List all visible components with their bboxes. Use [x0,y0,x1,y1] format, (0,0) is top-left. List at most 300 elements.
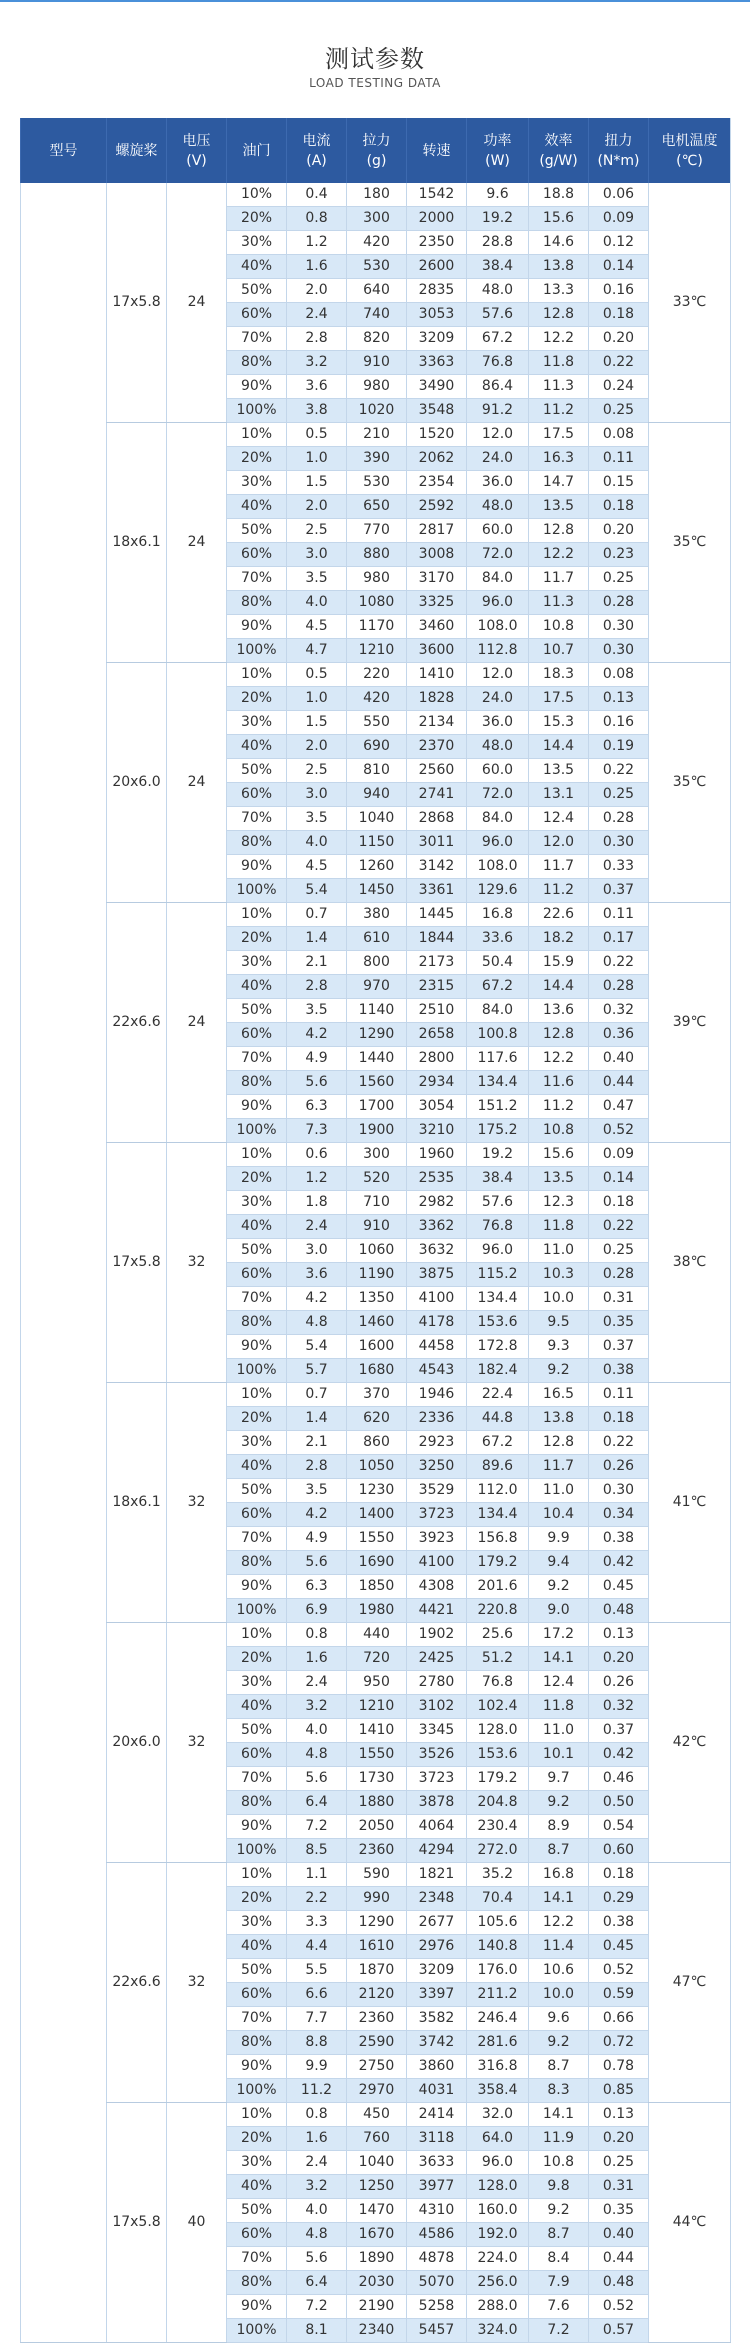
throttle-cell: 100% [227,2079,287,2103]
col-header-torque: 扭力 (N*m) [589,118,649,183]
rpm-cell: 4310 [407,2199,467,2223]
current-cell: 6.3 [287,1575,347,1599]
current-cell: 3.5 [287,999,347,1023]
efficiency-cell: 12.0 [529,831,589,855]
current-cell: 4.5 [287,615,347,639]
power-cell: 117.6 [467,1047,529,1071]
efficiency-cell: 9.4 [529,1551,589,1575]
power-cell: 256.0 [467,2271,529,2295]
torque-cell: 0.09 [589,1143,649,1167]
rpm-cell: 4458 [407,1335,467,1359]
rpm-cell: 2354 [407,471,467,495]
thrust-cell: 390 [347,447,407,471]
torque-cell: 0.37 [589,1335,649,1359]
current-cell: 0.7 [287,1383,347,1407]
current-cell: 5.6 [287,1551,347,1575]
motor-temp-cell: 39℃ [649,903,731,1143]
power-cell: 179.2 [467,1767,529,1791]
efficiency-cell: 12.2 [529,1047,589,1071]
power-cell: 358.4 [467,2079,529,2103]
thrust-cell: 2590 [347,2031,407,2055]
efficiency-cell: 17.5 [529,423,589,447]
rpm-cell: 2780 [407,1671,467,1695]
power-cell: 38.4 [467,1167,529,1191]
power-cell: 76.8 [467,1671,529,1695]
table-row [21,663,731,687]
power-cell: 35.2 [467,1863,529,1887]
throttle-cell: 90% [227,615,287,639]
thrust-cell: 980 [347,375,407,399]
torque-cell: 0.47 [589,1095,649,1119]
current-cell: 0.8 [287,1623,347,1647]
power-cell: 44.8 [467,1407,529,1431]
current-cell: 1.2 [287,1167,347,1191]
power-cell: 72.0 [467,543,529,567]
model-cell [21,183,107,2343]
thrust-cell: 420 [347,687,407,711]
power-cell: 129.6 [467,879,529,903]
current-cell: 4.8 [287,1311,347,1335]
torque-cell: 0.36 [589,1023,649,1047]
current-cell: 4.2 [287,1023,347,1047]
torque-cell: 0.66 [589,2007,649,2031]
torque-cell: 0.18 [589,495,649,519]
throttle-cell: 60% [227,2223,287,2247]
power-cell: 175.2 [467,1119,529,1143]
current-cell: 2.0 [287,735,347,759]
thrust-cell: 1250 [347,2175,407,2199]
torque-cell: 0.16 [589,711,649,735]
power-cell: 24.0 [467,447,529,471]
efficiency-cell: 15.6 [529,207,589,231]
current-cell: 2.1 [287,1431,347,1455]
efficiency-cell: 13.8 [529,1407,589,1431]
throttle-cell: 50% [227,2199,287,2223]
throttle-cell: 70% [227,807,287,831]
torque-cell: 0.18 [589,1863,649,1887]
torque-cell: 0.48 [589,2271,649,2295]
rpm-cell: 2741 [407,783,467,807]
rpm-cell: 3397 [407,1983,467,2007]
rpm-cell: 3363 [407,351,467,375]
current-cell: 2.0 [287,279,347,303]
thrust-cell: 1730 [347,1767,407,1791]
rpm-cell: 1410 [407,663,467,687]
power-cell: 179.2 [467,1551,529,1575]
power-cell: 64.0 [467,2127,529,2151]
throttle-cell: 100% [227,639,287,663]
torque-cell: 0.23 [589,543,649,567]
efficiency-cell: 7.2 [529,2319,589,2343]
efficiency-cell: 14.7 [529,471,589,495]
power-cell: 24.0 [467,687,529,711]
throttle-cell: 80% [227,1551,287,1575]
torque-cell: 0.22 [589,759,649,783]
throttle-cell: 80% [227,2031,287,2055]
torque-cell: 0.08 [589,663,649,687]
thrust-cell: 1550 [347,1743,407,1767]
thrust-cell: 1210 [347,639,407,663]
torque-cell: 0.57 [589,2319,649,2343]
thrust-cell: 1060 [347,1239,407,1263]
table-row [21,423,731,447]
power-cell: 102.4 [467,1695,529,1719]
power-cell: 96.0 [467,1239,529,1263]
power-cell: 16.8 [467,903,529,927]
thrust-cell: 1680 [347,1359,407,1383]
power-cell: 72.0 [467,783,529,807]
current-cell: 3.6 [287,1263,347,1287]
rpm-cell: 2658 [407,1023,467,1047]
rpm-cell: 3860 [407,2055,467,2079]
rpm-cell: 3633 [407,2151,467,2175]
current-cell: 3.5 [287,807,347,831]
current-cell: 0.5 [287,423,347,447]
rpm-cell: 2677 [407,1911,467,1935]
efficiency-cell: 11.2 [529,399,589,423]
col-header-throttle: 油门 [227,118,287,183]
current-cell: 0.6 [287,1143,347,1167]
current-cell: 0.8 [287,2103,347,2127]
throttle-cell: 100% [227,1599,287,1623]
power-cell: 84.0 [467,999,529,1023]
propeller-cell: 17x5.8 [107,1143,167,1383]
throttle-cell: 70% [227,1527,287,1551]
efficiency-cell: 12.8 [529,303,589,327]
rpm-cell: 4586 [407,2223,467,2247]
efficiency-cell: 10.8 [529,615,589,639]
thrust-cell: 1400 [347,1503,407,1527]
throttle-cell: 70% [227,567,287,591]
current-cell: 6.3 [287,1095,347,1119]
efficiency-cell: 18.3 [529,663,589,687]
thrust-cell: 1870 [347,1959,407,1983]
current-cell: 6.4 [287,1791,347,1815]
rpm-cell: 3345 [407,1719,467,1743]
efficiency-cell: 10.1 [529,1743,589,1767]
throttle-cell: 100% [227,1359,287,1383]
voltage-cell: 24 [167,903,227,1143]
rpm-cell: 2134 [407,711,467,735]
current-cell: 1.6 [287,255,347,279]
efficiency-cell: 15.3 [529,711,589,735]
thrust-cell: 440 [347,1623,407,1647]
efficiency-cell: 9.0 [529,1599,589,1623]
throttle-cell: 90% [227,1575,287,1599]
thrust-cell: 1260 [347,855,407,879]
thrust-cell: 2050 [347,1815,407,1839]
efficiency-cell: 12.2 [529,1911,589,1935]
power-cell: 60.0 [467,519,529,543]
throttle-cell: 80% [227,831,287,855]
thrust-cell: 1140 [347,999,407,1023]
current-cell: 7.2 [287,2295,347,2319]
throttle-cell: 30% [227,231,287,255]
torque-cell: 0.28 [589,1263,649,1287]
efficiency-cell: 8.4 [529,2247,589,2271]
thrust-cell: 1290 [347,1023,407,1047]
rpm-cell: 3878 [407,1791,467,1815]
efficiency-cell: 10.4 [529,1503,589,1527]
throttle-cell: 40% [227,975,287,999]
power-cell: 156.8 [467,1527,529,1551]
rpm-cell: 2600 [407,255,467,279]
torque-cell: 0.46 [589,1767,649,1791]
current-cell: 2.8 [287,975,347,999]
throttle-cell: 30% [227,711,287,735]
current-cell: 5.4 [287,1335,347,1359]
rpm-cell: 3142 [407,855,467,879]
torque-cell: 0.20 [589,1647,649,1671]
current-cell: 4.0 [287,2199,347,2223]
efficiency-cell: 9.3 [529,1335,589,1359]
efficiency-cell: 9.6 [529,2007,589,2031]
efficiency-cell: 11.2 [529,1095,589,1119]
throttle-cell: 10% [227,423,287,447]
efficiency-cell: 9.9 [529,1527,589,1551]
torque-cell: 0.33 [589,855,649,879]
throttle-cell: 50% [227,1719,287,1743]
thrust-cell: 650 [347,495,407,519]
throttle-cell: 10% [227,903,287,927]
thrust-cell: 770 [347,519,407,543]
rpm-cell: 2982 [407,1191,467,1215]
torque-cell: 0.34 [589,1503,649,1527]
propeller-cell: 20x6.0 [107,663,167,903]
current-cell: 0.7 [287,903,347,927]
throttle-cell: 40% [227,1695,287,1719]
rpm-cell: 3170 [407,567,467,591]
efficiency-cell: 10.7 [529,639,589,663]
throttle-cell: 60% [227,543,287,567]
table-header-row [21,118,731,183]
power-cell: 211.2 [467,1983,529,2007]
power-cell: 153.6 [467,1311,529,1335]
current-cell: 4.5 [287,855,347,879]
torque-cell: 0.25 [589,399,649,423]
torque-cell: 0.48 [589,1599,649,1623]
efficiency-cell: 8.3 [529,2079,589,2103]
power-cell: 67.2 [467,327,529,351]
voltage-cell: 40 [167,2103,227,2343]
torque-cell: 0.09 [589,207,649,231]
throttle-cell: 50% [227,999,287,1023]
current-cell: 1.0 [287,447,347,471]
current-cell: 1.4 [287,927,347,951]
thrust-cell: 1020 [347,399,407,423]
thrust-cell: 710 [347,1191,407,1215]
torque-cell: 0.22 [589,951,649,975]
throttle-cell: 50% [227,279,287,303]
power-cell: 128.0 [467,1719,529,1743]
power-cell: 67.2 [467,1431,529,1455]
power-cell: 48.0 [467,495,529,519]
thrust-cell: 1600 [347,1335,407,1359]
thrust-cell: 1080 [347,591,407,615]
efficiency-cell: 14.1 [529,1887,589,1911]
power-cell: 108.0 [467,855,529,879]
efficiency-cell: 11.7 [529,567,589,591]
thrust-cell: 1980 [347,1599,407,1623]
throttle-cell: 10% [227,1863,287,1887]
rpm-cell: 2173 [407,951,467,975]
thrust-cell: 620 [347,1407,407,1431]
rpm-cell: 3008 [407,543,467,567]
torque-cell: 0.35 [589,1311,649,1335]
rpm-cell: 3325 [407,591,467,615]
rpm-cell: 2315 [407,975,467,999]
torque-cell: 0.31 [589,1287,649,1311]
torque-cell: 0.50 [589,1791,649,1815]
throttle-cell: 60% [227,1743,287,1767]
efficiency-cell: 9.5 [529,1311,589,1335]
current-cell: 8.5 [287,1839,347,1863]
efficiency-cell: 13.1 [529,783,589,807]
throttle-cell: 20% [227,2127,287,2151]
thrust-cell: 990 [347,1887,407,1911]
current-cell: 2.4 [287,1215,347,1239]
table-row [21,1623,731,1647]
current-cell: 3.6 [287,375,347,399]
rpm-cell: 3723 [407,1767,467,1791]
torque-cell: 0.22 [589,1215,649,1239]
power-cell: 89.6 [467,1455,529,1479]
torque-cell: 0.22 [589,1431,649,1455]
torque-cell: 0.54 [589,1815,649,1839]
rpm-cell: 3102 [407,1695,467,1719]
throttle-cell: 30% [227,471,287,495]
torque-cell: 0.08 [589,423,649,447]
efficiency-cell: 9.2 [529,1791,589,1815]
rpm-cell: 1821 [407,1863,467,1887]
rpm-cell: 3362 [407,1215,467,1239]
rpm-cell: 2348 [407,1887,467,1911]
torque-cell: 0.25 [589,1239,649,1263]
col-header-rpm: 转速 [407,118,467,183]
rpm-cell: 4178 [407,1311,467,1335]
power-cell: 70.4 [467,1887,529,1911]
current-cell: 2.0 [287,495,347,519]
rpm-cell: 3250 [407,1455,467,1479]
current-cell: 3.0 [287,543,347,567]
rpm-cell: 3053 [407,303,467,327]
power-cell: 60.0 [467,759,529,783]
efficiency-cell: 7.9 [529,2271,589,2295]
efficiency-cell: 9.2 [529,2031,589,2055]
throttle-cell: 60% [227,1983,287,2007]
efficiency-cell: 9.7 [529,1767,589,1791]
torque-cell: 0.37 [589,1719,649,1743]
throttle-cell: 70% [227,2007,287,2031]
thrust-cell: 2190 [347,2295,407,2319]
efficiency-cell: 8.7 [529,2055,589,2079]
rpm-cell: 2000 [407,207,467,231]
thrust-cell: 2030 [347,2271,407,2295]
col-header-motor-temp: 电机温度 (℃) [649,118,731,183]
propeller-cell: 18x6.1 [107,1383,167,1623]
power-cell: 76.8 [467,1215,529,1239]
efficiency-cell: 7.6 [529,2295,589,2319]
thrust-cell: 2360 [347,2007,407,2031]
rpm-cell: 2934 [407,1071,467,1095]
motor-temp-cell: 44℃ [649,2103,731,2343]
thrust-cell: 1560 [347,1071,407,1095]
rpm-cell: 3210 [407,1119,467,1143]
thrust-cell: 220 [347,663,407,687]
torque-cell: 0.22 [589,351,649,375]
current-cell: 5.4 [287,879,347,903]
power-cell: 272.0 [467,1839,529,1863]
thrust-cell: 2360 [347,1839,407,1863]
rpm-cell: 3875 [407,1263,467,1287]
throttle-cell: 10% [227,183,287,207]
throttle-cell: 30% [227,951,287,975]
torque-cell: 0.25 [589,783,649,807]
rpm-cell: 2535 [407,1167,467,1191]
current-cell: 5.7 [287,1359,347,1383]
current-cell: 1.1 [287,1863,347,1887]
torque-cell: 0.06 [589,183,649,207]
efficiency-cell: 13.3 [529,279,589,303]
throttle-cell: 10% [227,1143,287,1167]
thrust-cell: 1900 [347,1119,407,1143]
torque-cell: 0.32 [589,999,649,1023]
thrust-cell: 1150 [347,831,407,855]
torque-cell: 0.31 [589,2175,649,2199]
power-cell: 108.0 [467,615,529,639]
rpm-cell: 3209 [407,327,467,351]
rpm-cell: 4064 [407,1815,467,1839]
thrust-cell: 1850 [347,1575,407,1599]
torque-cell: 0.13 [589,2103,649,2127]
power-cell: 176.0 [467,1959,529,1983]
throttle-cell: 100% [227,399,287,423]
propeller-cell: 17x5.8 [107,183,167,423]
current-cell: 8.1 [287,2319,347,2343]
efficiency-cell: 13.5 [529,495,589,519]
efficiency-cell: 11.0 [529,1479,589,1503]
thrust-cell: 1610 [347,1935,407,1959]
efficiency-cell: 12.8 [529,519,589,543]
current-cell: 1.6 [287,2127,347,2151]
thrust-cell: 880 [347,543,407,567]
rpm-cell: 4308 [407,1575,467,1599]
thrust-cell: 1190 [347,1263,407,1287]
power-cell: 288.0 [467,2295,529,2319]
propeller-cell: 22x6.6 [107,1863,167,2103]
thrust-cell: 420 [347,231,407,255]
throttle-cell: 40% [227,735,287,759]
throttle-cell: 90% [227,1095,287,1119]
torque-cell: 0.20 [589,327,649,351]
thrust-cell: 1350 [347,1287,407,1311]
voltage-cell: 32 [167,1383,227,1623]
current-cell: 3.5 [287,567,347,591]
rpm-cell: 2976 [407,1935,467,1959]
power-cell: 281.6 [467,2031,529,2055]
efficiency-cell: 9.2 [529,1359,589,1383]
throttle-cell: 20% [227,1647,287,1671]
motor-temp-cell: 33℃ [649,183,731,423]
power-cell: 51.2 [467,1647,529,1671]
thrust-cell: 810 [347,759,407,783]
efficiency-cell: 9.2 [529,1575,589,1599]
thrust-cell: 450 [347,2103,407,2127]
efficiency-cell: 18.8 [529,183,589,207]
throttle-cell: 90% [227,855,287,879]
throttle-cell: 90% [227,1335,287,1359]
current-cell: 5.6 [287,1071,347,1095]
